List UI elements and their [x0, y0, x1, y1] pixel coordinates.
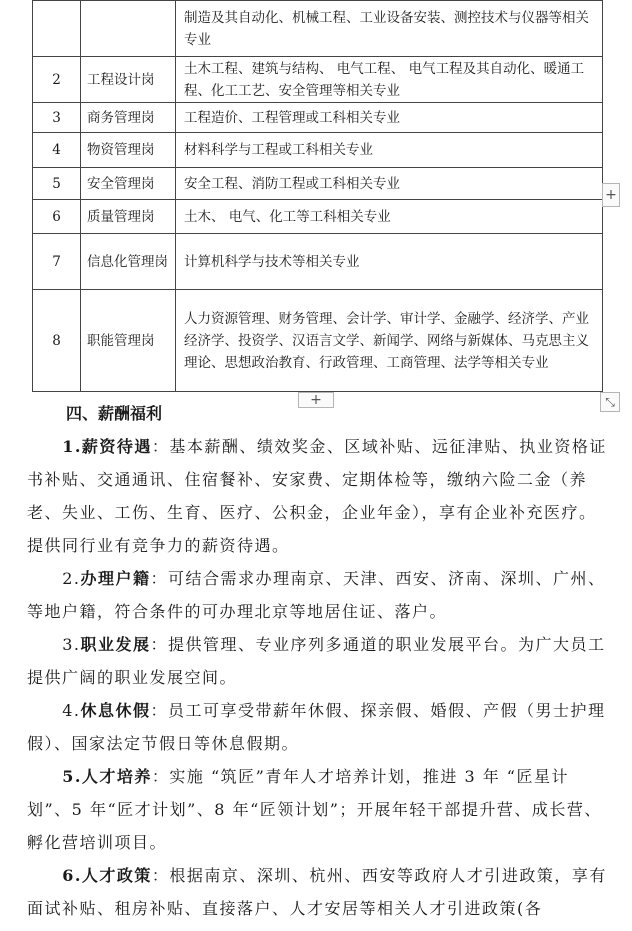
document-body — [27, 430, 612, 925]
paragraph-prefix: 2. — [62, 569, 81, 588]
position-category — [81, 1, 176, 57]
required-majors: 计算机科学与技术等相关专业 — [176, 234, 603, 290]
paragraph-label: 1.薪资待遇 — [62, 437, 152, 456]
paragraph-household-registration — [27, 562, 612, 628]
position-category: 安全管理岗 — [81, 168, 176, 200]
row-number: 7 — [33, 234, 81, 290]
paragraph-salary — [27, 430, 612, 562]
paragraph-prefix: 4. — [62, 701, 81, 720]
table-row — [33, 103, 603, 133]
position-category: 职能管理岗 — [81, 290, 176, 392]
position-category: 信息化管理岗 — [81, 234, 176, 290]
positions-table — [32, 0, 603, 392]
paragraph-label: 办理户籍 — [80, 569, 151, 588]
row-number: 8 — [33, 290, 81, 392]
table-row — [33, 57, 603, 103]
paragraph-talent-policy — [27, 859, 612, 925]
required-majors: 人力资源管理、财务管理、会计学、审计学、金融学、经济学、产业经济学、投资学、汉语言文学、新闻学、网络与新媒体、马克思主义理论、思想政治教育、行政管理、工商管理、法学等相关专业 — [176, 290, 603, 392]
required-majors: 安全工程、消防工程或工科相关专业 — [176, 168, 603, 200]
section-heading: 四、薪酬福利 — [66, 404, 163, 423]
add-row-button[interactable]: + — [602, 183, 620, 207]
add-column-button[interactable]: + — [298, 392, 334, 408]
row-number: 2 — [33, 57, 81, 103]
paragraph-label: 6.人才政策 — [62, 866, 152, 885]
table-row — [33, 133, 603, 168]
paragraph-label: 5.人才培养 — [62, 767, 152, 786]
position-category: 工程设计岗 — [81, 57, 176, 103]
table-row — [33, 200, 603, 234]
required-majors: 土木工程、建筑与结构、 电气工程、 电气工程及其自动化、暖通工程、化工工艺、安全管理等相关专业 — [176, 57, 603, 103]
paragraph-text: ：员工可享受带薪年休假、探亲假、婚假、产假（男士护理假）、国家法定节假日等休息假期。 — [27, 701, 606, 753]
paragraph-career-development — [27, 628, 612, 694]
paragraph-text: ：实施 “筑匠”青年人才培养计划，推进 3 年 “匠星计划”、5 年“匠才计划”、8 年“匠领计划”；开展年轻干部提升营、成长营、孵化营培训项目。 — [27, 767, 602, 852]
position-category: 物资管理岗 — [81, 133, 176, 168]
table-resize-handle[interactable]: ⤡ — [600, 392, 620, 412]
table-row — [33, 1, 603, 57]
row-number: 5 — [33, 168, 81, 200]
paragraph-text: ：可结合需求办理南京、天津、西安、济南、深圳、广州、等地户籍，符合条件的可办理北京等地居住证、落户。 — [27, 569, 606, 621]
position-category: 商务管理岗 — [81, 103, 176, 133]
row-number: 4 — [33, 133, 81, 168]
table-row — [33, 290, 603, 392]
paragraph-prefix: 3. — [62, 635, 81, 654]
row-number — [33, 1, 81, 57]
required-majors: 材料科学与工程或工科相关专业 — [176, 133, 603, 168]
paragraph-leave — [27, 694, 612, 760]
required-majors: 制造及其自动化、机械工程、工业设备安装、测控技术与仪器等相关专业 — [176, 1, 603, 57]
paragraph-training — [27, 760, 612, 859]
row-number: 6 — [33, 200, 81, 234]
required-majors: 土木、 电气、化工等工科相关专业 — [176, 200, 603, 234]
table-row — [33, 168, 603, 200]
paragraph-label: 休息休假 — [80, 701, 151, 720]
paragraph-label: 职业发展 — [80, 635, 151, 654]
paragraph-text: ：基本薪酬、绩效奖金、区域补贴、远征津贴、执业资格证书补贴、交通通讯、住宿餐补、安家费、定期体检等，缴纳六险二金（养老、失业、工伤、生育、医疗、公积金，企业年金），享有企业补充医疗。提供同行业有竞争力的薪资待遇。 — [27, 437, 607, 555]
paragraph-text: ：根据南京、深圳、杭州、西安等政府人才引进政策，享有面试补贴、租房补贴、直接落户、人才安居等相关人才引进政策(各 — [27, 866, 607, 918]
table-row — [33, 234, 603, 290]
required-majors: 工程造价、工程管理或工科相关专业 — [176, 103, 603, 133]
paragraph-text: ：提供管理、专业序列多通道的职业发展平台。为广大员工提供广阔的职业发展空间。 — [27, 635, 606, 687]
position-category: 质量管理岗 — [81, 200, 176, 234]
row-number: 3 — [33, 103, 81, 133]
